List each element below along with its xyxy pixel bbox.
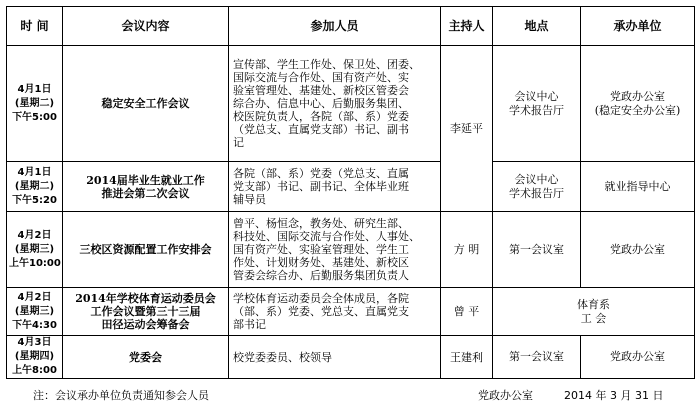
attendees-cell — [229, 46, 441, 162]
attendees-line: 综合办、信息中心、后勤服务集团、 — [233, 97, 409, 110]
time-date: 4月2日 — [17, 229, 52, 241]
meeting-cell — [63, 336, 229, 379]
org-cell — [581, 336, 695, 379]
meeting-line: 三校区资源配置工作安排会 — [79, 243, 212, 256]
org-line: 党政办公室 — [610, 350, 665, 363]
time-date: 4月1日 — [17, 83, 52, 95]
footer-note: 注：会议承办单位负责通知参会人员 — [33, 389, 209, 402]
org-cell — [493, 288, 695, 336]
time-cell — [7, 162, 63, 212]
attendees-cell — [229, 288, 441, 336]
table-row — [7, 162, 695, 212]
meeting-line: 工作会议暨第三十三届 — [90, 305, 201, 318]
meeting-schedule-table — [6, 6, 695, 379]
org-cell — [581, 162, 695, 212]
time-weekday: (星期三) — [14, 305, 55, 317]
attendees-line: 验室管理处、基建处、新校区管委会 — [233, 84, 409, 97]
time-cell — [7, 336, 63, 379]
attendees-cell — [229, 162, 441, 212]
org-line: 就业指导中心 — [604, 179, 671, 193]
time-weekday: (星期二) — [14, 97, 55, 109]
attendees-line: 学校体育运动委员会全体成员，各院 — [233, 292, 409, 305]
attendees-line: 国有资产处、实验室管理处、学生工 — [233, 243, 409, 256]
time-date: 4月1日 — [17, 166, 52, 178]
meeting-cell — [63, 162, 229, 212]
table-row — [7, 336, 695, 379]
attendees-line: 部书记 — [233, 318, 266, 331]
host-cell: 王建利 — [441, 336, 493, 379]
time-clock: 上午10:00 — [9, 257, 61, 269]
footer — [0, 385, 700, 403]
footer-date: 2014 年 3 月 31 日 — [564, 389, 664, 402]
attendees-line: 记 — [233, 136, 244, 149]
time-weekday: (星期二) — [14, 180, 55, 192]
place-cell — [493, 336, 581, 379]
time-date: 4月2日 — [17, 291, 52, 303]
attendees-cell — [229, 212, 441, 288]
time-weekday: (星期三) — [14, 243, 55, 255]
attendees-line: 校医院负责人，各院（部、系）党委 — [233, 110, 409, 123]
place-line: 学术报告厅 — [509, 186, 564, 200]
host-cell: 方 明 — [441, 212, 493, 288]
meeting-cell — [63, 288, 229, 336]
time-clock: 上午8:00 — [12, 365, 57, 376]
place-line: 会议中心 — [514, 172, 559, 186]
meeting-line: 2014届毕业生就业工作 — [86, 173, 205, 187]
org-line: 体育系 — [577, 297, 610, 311]
header-org: 承办单位 — [581, 7, 695, 46]
time-date: 4月3日 — [17, 337, 52, 348]
org-line: 党政办公室 — [610, 89, 665, 103]
meeting-line: 稳定安全工作会议 — [101, 97, 190, 110]
attendees-line: 曾平、杨恒念，教务处、研究生部、 — [233, 217, 409, 230]
attendees-line: 国际交流与合作处、国有资产处、实 — [233, 71, 409, 84]
attendees-line: 作处、计划财务处、基建处、新校区 — [233, 256, 409, 269]
header-host: 主持人 — [441, 7, 493, 46]
meeting-cell — [63, 46, 229, 162]
attendees-line: 宣传部、学生工作处、保卫处、团委、 — [233, 58, 420, 71]
time-weekday: (星期四) — [14, 351, 55, 362]
attendees-line: 辅导员 — [233, 193, 266, 206]
footer-office: 党政办公室 — [478, 389, 533, 402]
time-clock: 下午5:00 — [12, 111, 57, 123]
attendees-line: 校党委委员、校领导 — [233, 350, 332, 364]
place-line: 会议中心 — [514, 89, 559, 103]
host-cell: 李延平 — [441, 46, 493, 212]
attendees-line: 科技处、国际交流与合作处、人事处、 — [233, 230, 420, 243]
time-clock: 下午4:30 — [12, 319, 57, 331]
meeting-line: 田径运动会筹备会 — [101, 318, 190, 331]
header-time: 时 间 — [7, 7, 63, 46]
org-line: 党政办公室 — [610, 242, 665, 256]
place-cell — [493, 212, 581, 288]
org-cell — [581, 46, 695, 162]
header-attendees: 参加人员 — [229, 7, 441, 46]
attendees-line: （党总支、直属党支部）书记、副书 — [233, 123, 409, 136]
meeting-cell — [63, 212, 229, 288]
place-line: 第一会议室 — [509, 350, 564, 363]
header-place: 地点 — [493, 7, 581, 46]
header-meeting: 会议内容 — [63, 7, 229, 46]
place-cell — [493, 162, 581, 212]
meeting-line: 推进会第二次会议 — [101, 186, 190, 200]
attendees-line: 管委会综合办、后勤服务集团负责人 — [233, 269, 409, 282]
org-line: 工 会 — [580, 311, 607, 325]
time-clock: 下午5:20 — [12, 194, 57, 206]
table-header-row — [7, 7, 695, 46]
org-line: (稳定安全办公室) — [594, 103, 681, 117]
host-cell: 曾 平 — [441, 288, 493, 336]
time-cell — [7, 212, 63, 288]
attendees-line: （部、系）党委、党总支、直属党支 — [233, 305, 409, 318]
meeting-line: 党委会 — [129, 350, 162, 364]
attendees-line: 党支部）书记、副书记、全体毕业班 — [233, 180, 409, 193]
time-cell — [7, 288, 63, 336]
attendees-cell — [229, 336, 441, 379]
table-row — [7, 46, 695, 162]
time-cell — [7, 46, 63, 162]
place-line: 第一会议室 — [509, 242, 564, 256]
place-line: 学术报告厅 — [509, 103, 564, 117]
place-cell — [493, 46, 581, 162]
meeting-line: 2014年学校体育运动委员会 — [75, 292, 216, 305]
table-row — [7, 288, 695, 336]
org-cell — [581, 212, 695, 288]
attendees-line: 各院（部、系）党委（党总支、直属 — [233, 167, 409, 180]
table-row — [7, 212, 695, 288]
